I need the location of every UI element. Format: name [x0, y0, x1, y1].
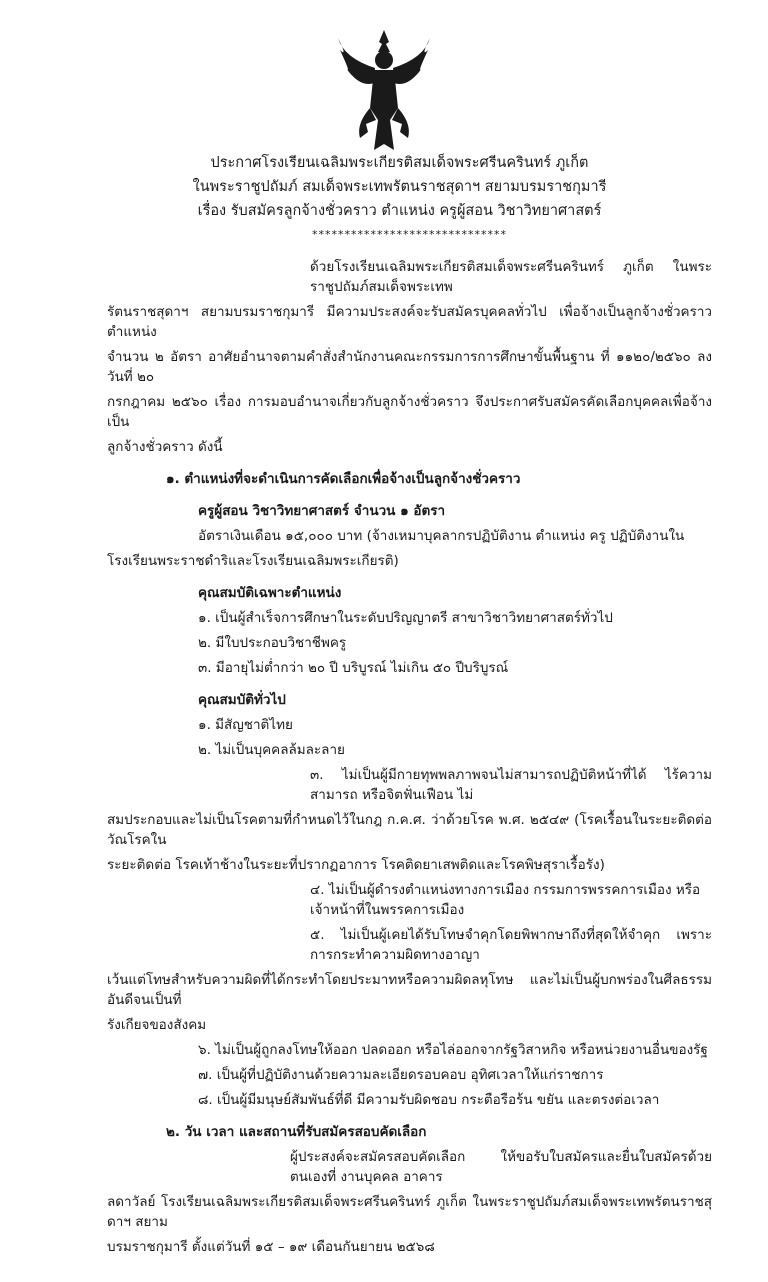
salary-line: อัตราเงินเดือน ๑๕,๐๐๐ บาท (จ้างเหมาบุคลากรปฏิบัติงาน ตำแหน่ง ครู ปฏิบัติงานใน — [198, 528, 685, 544]
section-1-heading: ๑. ตำแหน่งที่จะดำเนินการคัดเลือกเพื่อจ้างเป็นลูกจ้างชั่วคราว — [166, 471, 521, 487]
garuda-emblem-icon — [334, 28, 434, 153]
section-2-heading: ๒. วัน เวลา และสถานที่รับสมัครสอบคัดเลือก — [166, 1124, 427, 1140]
intro-line: รัตนราชสุดาฯ สยามบรมราชกุมารี มีความประสงค์จะรับสมัครบุคคลทั่วไป เพื่อจ้างเป็นลูกจ้างชั่วคราว ตำแหน่ง — [107, 304, 712, 340]
general-item-cont: ระยะติดต่อ โรคเท้าช้างในระยะที่ปรากฏอาการ โรคติดยาเสพติดและโรคพิษสุราเรื้อรัง) — [107, 857, 605, 873]
general-item: ๒. ไม่เป็นบุคคลล้มละลาย — [198, 742, 345, 758]
separator: ****************************** — [312, 228, 507, 241]
position-title: ครูผู้สอน วิชาวิทยาศาสตร์ จำนวน ๑ อัตรา — [198, 503, 446, 519]
general-item: ๘. เป็นผู้มีมนุษย์สัมพันธ์ที่ดี มีความรับผิดชอบ กระตือรือร้น ขยัน และตรงต่อเวลา — [198, 1092, 660, 1108]
general-item-cont: สมประกอบและไม่เป็นโรคตามที่กำหนดไว้ในกฎ ก.ค.ศ. ว่าด้วยโรค พ.ศ. ๒๕๔๙ (โรคเรื้อนในระยะติดต่อ วัณโรคใน — [107, 812, 712, 848]
general-item: ๔. ไม่เป็นผู้ดำรงตำแหน่งทางการเมือง กรรมการพรรคการเมือง หรือเจ้าหน้าที่ในพรรคการเมือง — [310, 882, 701, 918]
title-line-3: เรื่อง รับสมัครลูกจ้างชั่วคราว ตำแหน่ง ครูผู้สอน วิชาวิทยาศาสตร์ — [197, 203, 602, 219]
general-qualifications-title: คุณสมบัติทั่วไป — [198, 692, 286, 708]
title-line-1: ประกาศโรงเรียนเฉลิมพระเกียรติสมเด็จพระศรีนครินทร์ ภูเก็ต — [210, 155, 589, 171]
general-item-cont: รังเกียจของสังคม — [107, 1017, 207, 1033]
general-item: ๖. ไม่เป็นผู้ถูกลงโทษให้ออก ปลดออก หรือไล่ออกจากรัฐวิสาหกิจ หรือหน่วยงานอื่นของรัฐ — [198, 1042, 708, 1058]
general-item: ๓. ไม่เป็นผู้มีกายทุพพลภาพจนไม่สามารถปฏิบัติหน้าที่ได้ ไร้ความสามารถ หรือจิตฟั่นเฟือน ไม่ — [310, 767, 712, 803]
salary-line: โรงเรียนพระราชดำริและโรงเรียนเฉลิมพระเกียรติ) — [107, 553, 399, 569]
general-item: ๑. มีสัญชาติไทย — [198, 717, 293, 733]
intro-line: ลูกจ้างชั่วคราว ดังนี้ — [107, 439, 223, 455]
specific-item: ๓. มีอายุไม่ต่ำกว่า ๒๐ ปี บริบูรณ์ ไม่เกิน ๕๐ ปีบริบูรณ์ — [198, 660, 509, 676]
general-item-cont: เว้นแต่โทษสำหรับความผิดที่ได้กระทำโดยประมาทหรือความผิดลหุโทษ และไม่เป็นผู้บกพร่องในศีลธรรมอันดีจนเป็นที่ — [107, 972, 712, 1008]
specific-item: ๑. เป็นผู้สำเร็จการศึกษาในระดับปริญญาตรี สาขาวิชาวิทยาศาสตร์ทั่วไป — [198, 610, 613, 626]
section-2-line: บรมราชกุมารี ตั้งแต่วันที่ ๑๕ – ๑๙ เดือนกันยายน ๒๕๖๘ — [107, 1239, 435, 1255]
intro-line: กรกฎาคม ๒๕๖๐ เรื่อง การมอบอำนาจเกี่ยวกับลูกจ้างชั่วคราว จึงประกาศรับสมัครคัดเลือกบุคคลเพื่อจ้างเป็น — [107, 394, 712, 430]
section-2-line: ลดาวัลย์ โรงเรียนเฉลิมพระเกียรติสมเด็จพระศรีนครินทร์ ภูเก็ต ในพระราชูปถัมภ์สมเด็จพระเทพรัตนราชสุดาฯ สยาม — [107, 1194, 712, 1230]
title-line-2: ในพระราชูปถัมภ์ สมเด็จพระเทพรัตนราชสุดาฯ สยามบรมราชกุมารี — [192, 179, 607, 195]
intro-line: ด้วยโรงเรียนเฉลิมพระเกียรติสมเด็จพระศรีนครินทร์ ภูเก็ต ในพระราชูปถัมภ์สมเด็จพระเทพ — [310, 259, 712, 295]
general-item: ๕. ไม่เป็นผู้เคยได้รับโทษจำคุกโดยพิพากษาถึงที่สุดให้จำคุก เพราะการกระทำความผิดทางอาญา — [310, 927, 712, 963]
intro-line: จำนวน ๒ อัตรา อาศัยอำนาจตามคำสั่งสำนักงานคณะกรรมการการศึกษาขั้นพื้นฐาน ที่ ๑๑๒๐/๒๕๖๐ ลงวันที่ ๒๐ — [107, 349, 712, 385]
specific-item: ๒. มีใบประกอบวิชาชีพครู — [198, 635, 347, 651]
general-item: ๗. เป็นผู้ที่ปฏิบัติงานด้วยความละเอียดรอบคอบ อุทิศเวลาให้แก่ราชการ — [198, 1067, 604, 1083]
specific-qualifications-title: คุณสมบัติเฉพาะตำแหน่ง — [198, 585, 342, 601]
section-2-line: ผู้ประสงค์จะสมัครสอบคัดเลือก ให้ขอรับใบสมัครและยื่นใบสมัครด้วยตนเองที่ งานบุคคล อาคาร — [290, 1149, 712, 1185]
emblem-area — [0, 28, 768, 153]
